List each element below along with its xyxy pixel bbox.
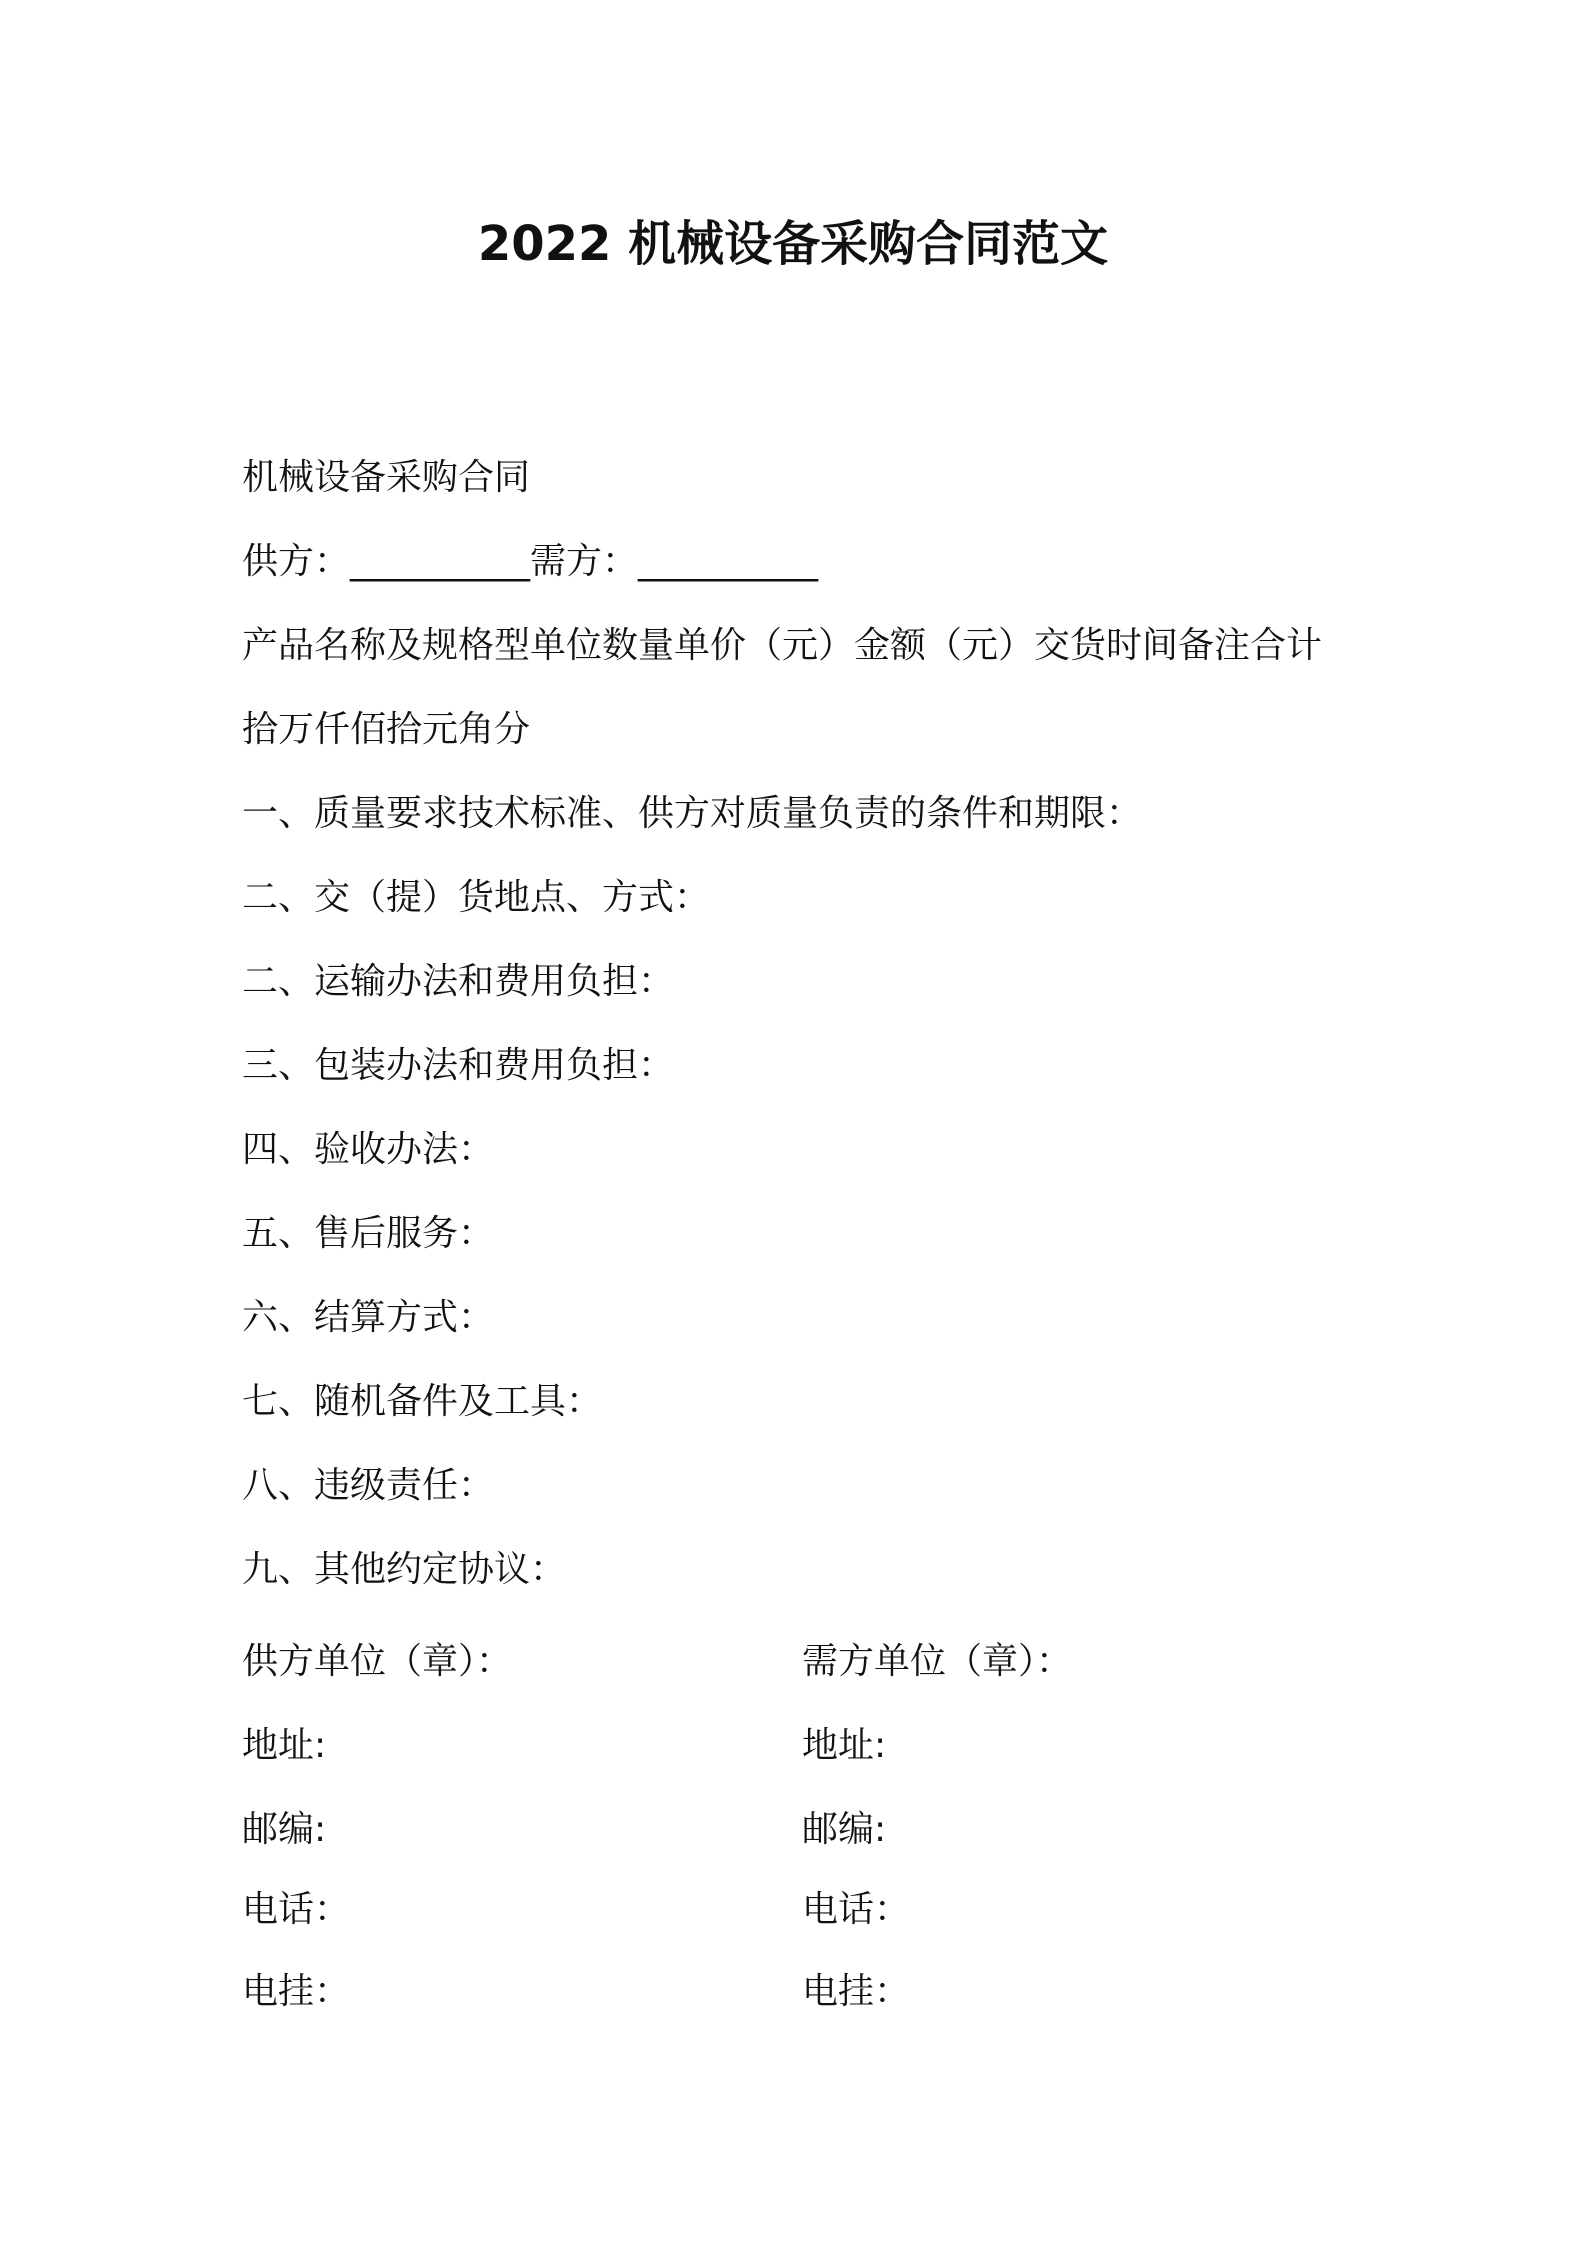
clause-liability: 八、违级责任： <box>242 1465 495 1506</box>
supplier-unit-label: 供方单位（章）： <box>242 1641 513 1682</box>
clause-spare-parts: 七、随机备件及工具： <box>242 1381 603 1422</box>
parties-line: 供方：__________需方：__________ <box>242 541 819 582</box>
clause-quality: 一、质量要求技术标准、供方对质量负责的条件和期限： <box>242 793 1143 834</box>
buyer-phone-label: 电话： <box>802 1889 911 1930</box>
product-header-line: 产品名称及规格型单位数量单价（元）金额（元）交货时间备注合计 <box>242 625 1323 666</box>
clause-after-sales: 五、售后服务： <box>242 1213 495 1254</box>
clause-settlement: 六、结算方式： <box>242 1297 495 1338</box>
clause-other-agreements: 九、其他约定协议： <box>242 1549 567 1590</box>
supplier-phone-label: 电话： <box>242 1889 351 1930</box>
document-title: 2022 机械设备采购合同范文 <box>477 216 1109 272</box>
clause-delivery: 二、交（提）货地点、方式： <box>242 877 711 918</box>
buyer-telegraph-label: 电挂： <box>802 1971 911 2012</box>
buyer-address-label: 地址: <box>802 1725 887 1766</box>
contract-subtitle: 机械设备采购合同 <box>242 457 531 498</box>
supplier-address-label: 地址: <box>242 1725 327 1766</box>
clause-acceptance: 四、验收办法： <box>242 1129 495 1170</box>
supplier-telegraph-label: 电挂： <box>242 1971 351 2012</box>
buyer-postcode-label: 邮编: <box>802 1809 887 1850</box>
buyer-unit-label: 需方单位（章）： <box>802 1641 1073 1682</box>
supplier-postcode-label: 邮编: <box>242 1809 327 1850</box>
clause-packaging: 三、包装办法和费用负担： <box>242 1045 675 1086</box>
amount-units-line: 拾万仟佰拾元角分 <box>242 709 531 750</box>
clause-transport: 二、运输办法和费用负担： <box>242 961 675 1002</box>
